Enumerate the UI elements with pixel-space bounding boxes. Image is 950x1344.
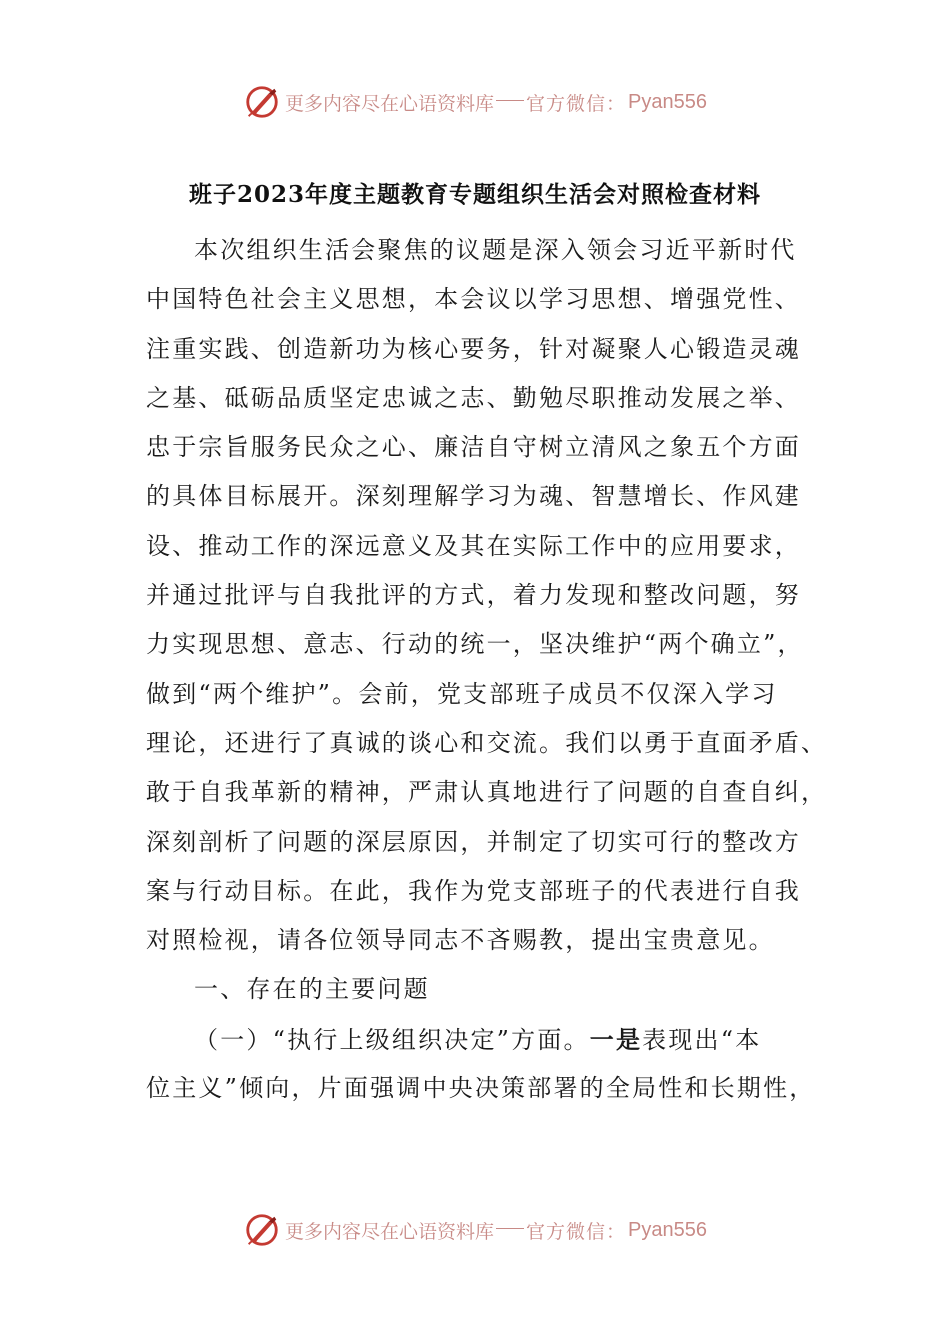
watermark-dash xyxy=(496,1228,524,1229)
watermark-text: 更多内容尽在心语资料库 xyxy=(285,1220,495,1243)
watermark-wechat-label: 官方微信： xyxy=(526,92,627,115)
paragraph-line: 敢于自我革新的精神，严肃认真地进行了问题的自查自纠， xyxy=(146,778,828,807)
paragraph-line: 案与行动目标。在此，我作为党支部班子的代表进行自我 xyxy=(146,876,801,905)
pen-logo-icon xyxy=(243,83,281,121)
header-watermark-banner xyxy=(0,80,950,124)
watermark-wechat-id: Pyan556 xyxy=(628,1218,707,1241)
paragraph-line: 对照检视，请各位领导同志不吝赐教，提出宝贵意见。 xyxy=(146,926,775,955)
footer-watermark-banner xyxy=(0,1208,950,1252)
sub-heading-bold: 一是 xyxy=(589,1024,643,1054)
sub-heading-line xyxy=(146,1015,806,1064)
watermark-wechat-id: Pyan556 xyxy=(628,90,707,113)
paragraph-line: 理论，还进行了真诚的谈心和交流。我们以勇于直面矛盾、 xyxy=(146,728,828,757)
paragraph-line: 注重实践、创造新功为核心要务，针对凝聚人心锻造灵魂 xyxy=(146,334,801,363)
document-body xyxy=(146,226,828,1113)
paragraph-line: 设、推动工作的深远意义及其在实际工作中的应用要求， xyxy=(146,531,801,560)
sub-heading-rest: 表现出“本 xyxy=(642,1025,762,1054)
paragraph-line: 做到“两个维护”。会前，党支部班子成员不仅深入学习 xyxy=(146,679,778,708)
paragraph-line: 力实现思想、意志、行动的统一，坚决维护“两个确立”， xyxy=(146,630,804,659)
document-title: 班子2023年度主题教育专题组织生活会对照检查材料 xyxy=(188,181,761,208)
paragraph-line: 之基、砥砺品质坚定忠诚之志、勤勉尽职推动发展之举、 xyxy=(146,383,801,412)
watermark-wechat-label: 官方微信： xyxy=(526,1220,627,1243)
section-heading: 一、存在的主要问题 xyxy=(194,975,430,1004)
paragraph-line: 位主义”倾向，片面强调中央决策部署的全局性和长期性， xyxy=(146,1074,816,1103)
paragraph-line: 并通过批评与自我批评的方式，着力发现和整改问题，努 xyxy=(146,581,801,610)
pen-logo-icon xyxy=(243,1211,281,1249)
paragraph-line: 忠于宗旨服务民众之心、廉洁自守树立清风之象五个方面 xyxy=(146,433,801,462)
watermark-dash xyxy=(496,100,524,101)
paragraph-line: 本次组织生活会聚焦的议题是深入领会习近平新时代 xyxy=(194,236,797,264)
paragraph-line: 深刻剖析了问题的深层原因，并制定了切实可行的整改方 xyxy=(146,827,801,856)
sub-heading-prefix: （一）“执行上级组织决定”方面。 xyxy=(194,1025,590,1054)
watermark-text: 更多内容尽在心语资料库 xyxy=(285,92,495,115)
paragraph-line: 的具体目标展开。深刻理解学习为魂、智慧增长、作风建 xyxy=(146,482,801,511)
paragraph-line: 中国特色社会主义思想，本会议以学习思想、增强党性、 xyxy=(146,285,801,314)
